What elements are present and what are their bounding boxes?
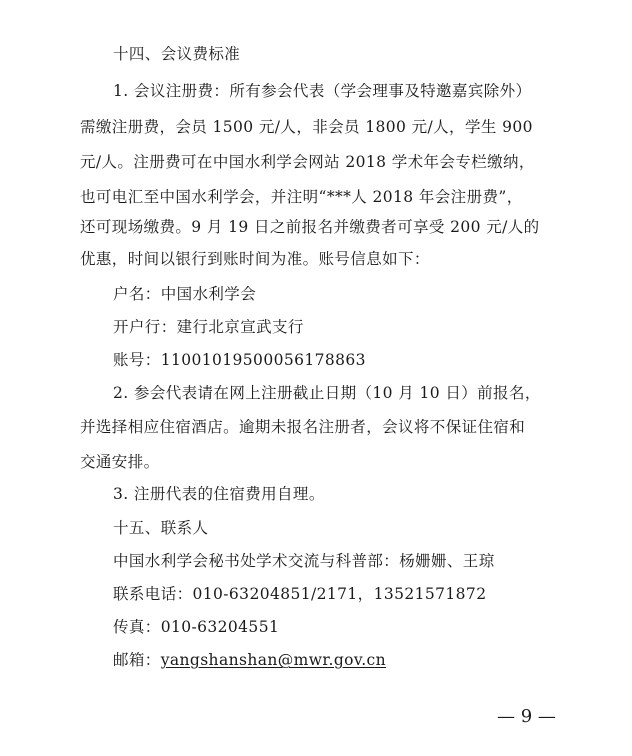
email-link[interactable]: yangshanshan@mwr.gov.cn <box>160 651 386 669</box>
email-label: 邮箱： <box>113 651 161 669</box>
registration-fee-line-3: 元/人。注册费可在中国水利学会网站 2018 学术年会专栏缴纳， <box>80 153 535 171</box>
accommodation-note: 3. 注册代表的住宿费用自理。 <box>113 485 325 503</box>
contact-phone: 联系电话：010-63204851/2171，13521571872 <box>113 585 487 603</box>
account-bank: 开户行：建行北京宣武支行 <box>113 318 304 336</box>
registration-fee-line-5: 还可现场缴费。9 月 19 日之前报名并缴费者可享受 200 元/人的 <box>80 218 540 236</box>
registration-fee-line-6: 优惠，时间以银行到账时间为准。账号信息如下： <box>80 250 430 268</box>
section-14-heading: 十四、会议费标准 <box>113 45 241 63</box>
registration-deadline-line-1: 2. 参会代表请在网上注册截止日期（10 月 10 日）前报名， <box>113 384 541 402</box>
page-number: — 9 — <box>497 706 556 727</box>
account-number: 账号：11001019500056178863 <box>113 351 366 369</box>
account-name: 户名：中国水利学会 <box>113 285 257 303</box>
registration-fee-line-1: 1. 会议注册费：所有参会代表（学会理事及特邀嘉宾除外） <box>113 82 532 100</box>
contact-email-row <box>113 650 386 670</box>
registration-deadline-line-2: 并选择相应住宿酒店。逾期未报名注册者，会议将不保证住宿和 <box>80 418 526 436</box>
registration-fee-line-4: 也可电汇至中国水利学会，并注明“***人 2018 年会注册费”， <box>80 188 523 206</box>
contact-persons: 中国水利学会秘书处学术交流与科普部：杨姗姗、王琼 <box>113 552 495 570</box>
section-15-heading: 十五、联系人 <box>113 519 209 537</box>
registration-fee-line-2: 需缴注册费，会员 1500 元/人，非会员 1800 元/人，学生 900 <box>80 118 533 136</box>
registration-deadline-line-3: 交通安排。 <box>80 453 160 471</box>
contact-fax: 传真：010-63204551 <box>113 618 280 636</box>
